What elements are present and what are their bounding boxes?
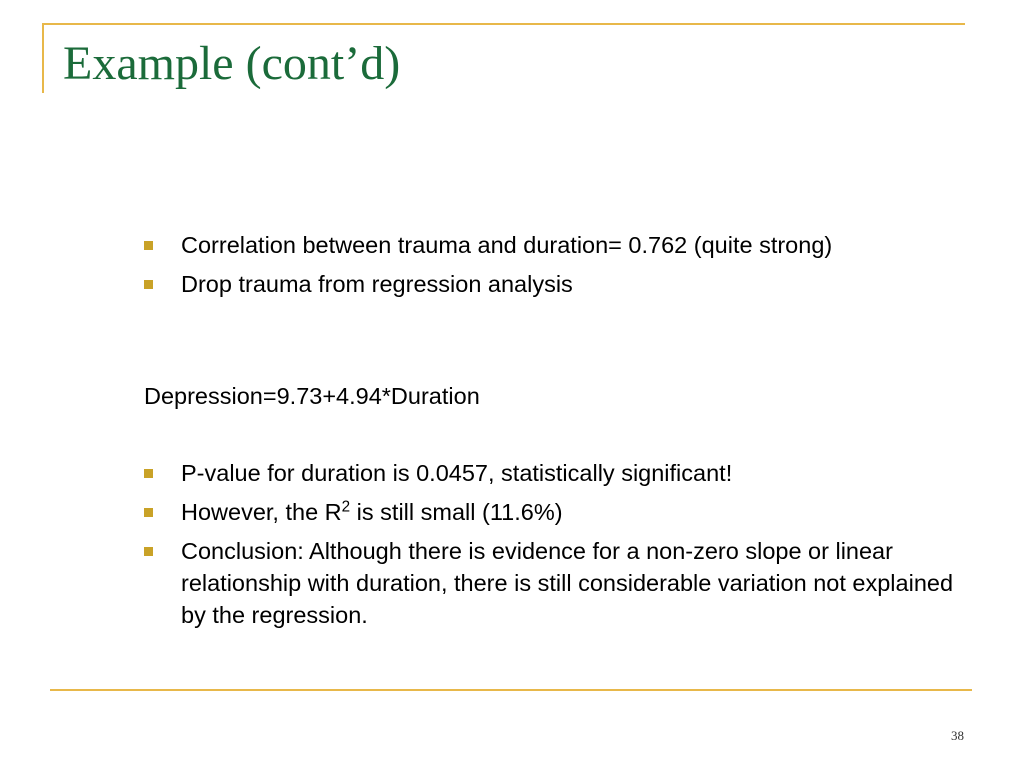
r-squared-superscript: 2 [341,498,351,516]
bullet-item-drop-trauma [144,268,984,300]
bullet-item-r-squared [144,496,984,528]
page-number: 38 [951,728,964,743]
r-squared-prefix: However, the R [181,499,342,525]
square-bullet-icon [144,280,153,289]
bullet-list-bottom [144,457,984,638]
slide-title: Example (cont’d) [63,37,401,90]
bullet-text: Drop trauma from regression analysis [181,271,573,297]
bullet-item-pvalue [144,457,984,489]
bullet-text: P-value for duration is 0.0457, statistically significant! [181,460,733,486]
top-border-line [42,23,965,25]
bullet-text: Correlation between trauma and duration= 0.762 (quite strong) [181,232,833,258]
footer-divider-line [50,689,972,691]
bullet-item-correlation [144,229,984,261]
bullet-list-top [144,229,984,307]
bullet-item-conclusion [144,535,984,631]
left-border-line [42,23,44,93]
r-squared-suffix: is still small (11.6%) [350,499,563,525]
square-bullet-icon [144,547,153,556]
bullet-text: Conclusion: Although there is evidence for a non-zero slope or linear relationship with duration, there is still considerable variation not explained by the regression. [181,538,954,628]
square-bullet-icon [144,508,153,517]
square-bullet-icon [144,469,153,478]
square-bullet-icon [144,241,153,250]
regression-equation: Depression=9.73+4.94*Duration [144,383,480,409]
